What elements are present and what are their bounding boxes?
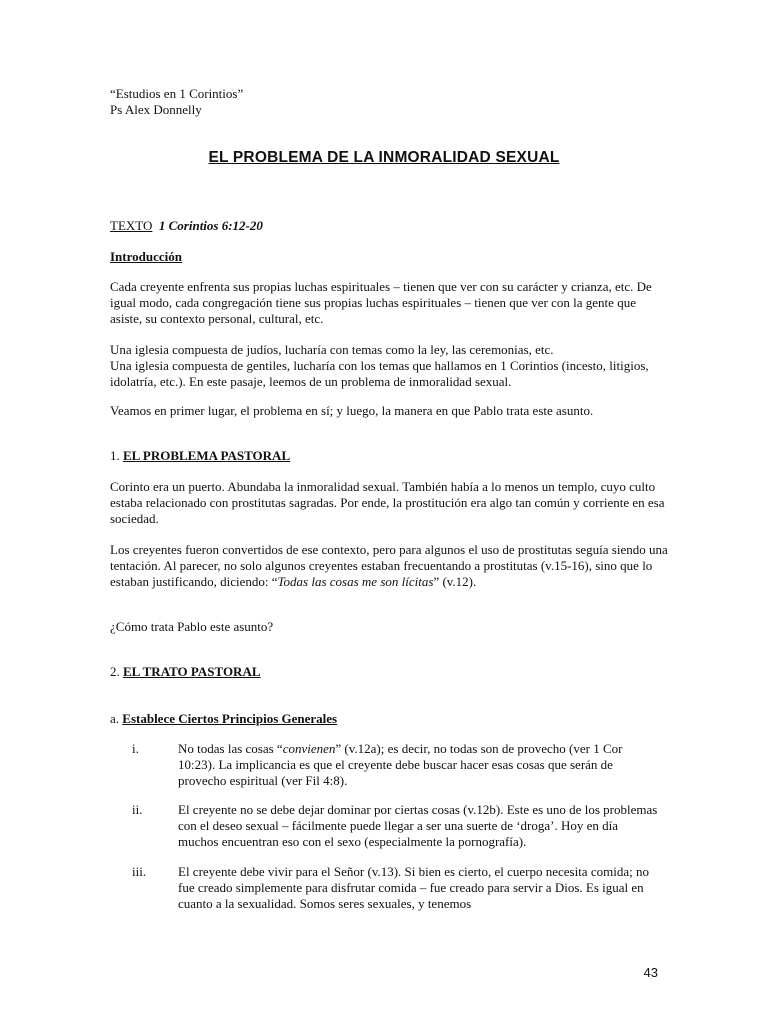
series-title: “Estudios en 1 Corintios” <box>110 86 244 101</box>
author-name: Ps Alex Donnelly <box>110 102 202 117</box>
section-1-question: ¿Cómo trata Pablo este asunto? <box>110 619 274 634</box>
document-header <box>110 86 670 118</box>
section-1-quote: Todas las cosas me son lícitas <box>277 574 434 589</box>
section-1-title: EL PROBLEMA PASTORAL <box>123 448 291 463</box>
texto-label: TEXTO <box>110 218 153 233</box>
item-numeral: i. <box>132 741 139 756</box>
section-2-heading <box>110 664 670 680</box>
item-text-post: ” (v.12a); es decir, no todas son de provecho (ver 1 Cor 10:23). La implicancia es que el creyente debe buscar hacer esas cosas que serán de provecho espiritual (ver Fil 4:8). <box>178 741 623 788</box>
section-2-subheading <box>110 711 670 727</box>
section-1-p2-start: Los creyentes fueron convertidos de ese contexto, pero para algunos el uso de prostitutas seguía siendo una tentación. Al parecer, no solo algunos creyentes estaban frecuentando a prostitutas (v.15-16), sino que lo estaban justificando, diciendo: “ <box>110 542 668 589</box>
item-numeral: ii. <box>132 802 143 817</box>
item-text: El creyente debe vivir para el Señor (v.13). Si bien es cierto, el cuerpo necesita comida; no fue creado simplemente para disfrutar comida – fue creado para servir a Dios. Es igual en cuanto a la sexualidad. Somos seres sexuales, y tenemos <box>178 864 649 911</box>
texto-reference: 1 Corintios 6:12-20 <box>158 218 263 233</box>
subheading-letter: a. <box>110 711 120 726</box>
section-2-title: EL TRATO PASTORAL <box>123 664 261 679</box>
item-numeral: iii. <box>132 864 147 879</box>
page-title: EL PROBLEMA DE LA INMORALIDAD SEXUAL <box>208 149 560 166</box>
item-text <box>178 741 658 789</box>
section-1-heading <box>110 448 670 464</box>
intro-paragraph-1: Cada creyente enfrenta sus propias luchas espirituales – tienen que ver con su carácter y crianza, etc. De igual modo, cada congregación tiene sus propias luchas espirituales – tienen que ver con la gente que asiste, su contexto personal, cultural, etc. <box>110 279 652 326</box>
section-2-number: 2. <box>110 664 120 679</box>
intro-paragraph-3: Veamos en primer lugar, el problema en sí; y luego, la manera en que Pablo trata este asunto. <box>110 403 594 418</box>
section-1-number: 1. <box>110 448 120 463</box>
subheading-title: Establece Ciertos Principios Generales <box>122 711 338 726</box>
intro-heading: Introducción <box>110 249 182 264</box>
intro-paragraph-2a: Una iglesia compuesta de judíos, lucharía con temas como la ley, las ceremonias, etc. <box>110 342 554 357</box>
scripture-reference <box>110 218 670 234</box>
section-1-paragraph-1: Corinto era un puerto. Abundaba la inmoralidad sexual. También había a lo menos un templo, cuyo culto estaba relacionado con prostitutas sagradas. Por ende, la prostitución era algo tan común y corriente en esa sociedad. <box>110 479 665 526</box>
intro-paragraph-2b: Una iglesia compuesta de gentiles, lucharía con los temas que hallamos en 1 Corintios (incesto, litigios, idolatría, etc.). En este pasaje, leemos de un problema de inmoralidad sexual. <box>110 358 649 389</box>
intro-paragraph-2 <box>110 342 670 390</box>
section-1-p2-end: ” (v.12). <box>433 574 477 589</box>
item-text: El creyente no se debe dejar dominar por ciertas cosas (v.12b). Este es uno de los problemas con el deseo sexual – fácilmente puede llegar a ser una suerte de ‘droga’. Hoy en día muchos encuentran eso con el sexo (especialmente la pornografía). <box>178 802 658 849</box>
page-number: 43 <box>643 965 658 980</box>
item-emphasis: convienen <box>282 741 336 756</box>
section-1-paragraph-2 <box>110 542 670 590</box>
item-text-pre: No todas las cosas “ <box>178 741 283 756</box>
